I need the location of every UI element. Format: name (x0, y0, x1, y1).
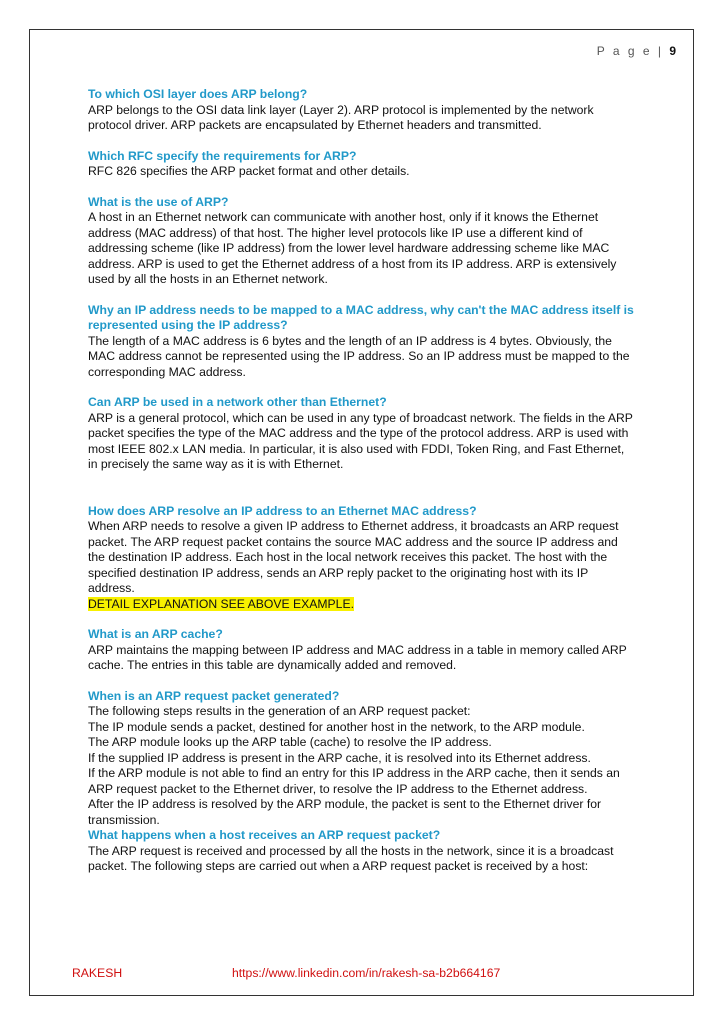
qa-section (88, 504, 636, 613)
answer-text: RFC 826 specifies the ARP packet format and other details. (88, 164, 410, 178)
answer-text: The following steps results in the generation of an ARP request packet: (88, 704, 471, 718)
question-heading: Can ARP be used in a network other than Ethernet? (88, 395, 387, 409)
question-heading: What happens when a host receives an ARP request packet? (88, 828, 441, 842)
question-heading: Which RFC specify the requirements for ARP? (88, 148, 357, 163)
question-heading: What is the use of ARP? (88, 194, 229, 209)
qa-section (88, 195, 636, 288)
qa-section (88, 149, 636, 180)
qa-section (88, 395, 636, 473)
page-number (597, 44, 676, 58)
question-heading: To which OSI layer does ARP belong? (88, 87, 308, 101)
qa-section (88, 828, 636, 875)
answer-text: ARP maintains the mapping between IP address and MAC address in a table in memory called ARP cache. The entries in this table are dynamically added and removed. (88, 642, 627, 672)
question-heading: What is an ARP cache? (88, 627, 223, 641)
answer-text: ARP belongs to the OSI data link layer (Layer 2). ARP protocol is implemented by the network protocol driver. ARP packets are encapsulated by Ethernet headers and transmitted. (88, 102, 594, 132)
qa-section (88, 627, 636, 674)
answer-text: The ARP request is received and processed by all the hosts in the network, since it is a broadcast packet. The following steps are carried out when a ARP request packet is received by a host: (88, 843, 614, 873)
document-body (88, 87, 636, 875)
question-heading: When is an ARP request packet generated? (88, 688, 340, 703)
question-heading: Why an IP address needs to be mapped to a MAC address, why can't the MAC address itself is represented using the IP address? (88, 302, 634, 332)
answer-text: If the ARP module is not able to find an entry for this IP address in the ARP cache, then it sends an ARP request packet to the Ethernet driver, to resolve the IP address to the Ethernet address. (88, 766, 620, 796)
answer-text: After the IP address is resolved by the ARP module, the packet is sent to the Ethernet driver for transmission. (88, 797, 602, 827)
answer-text: A host in an Ethernet network can communicate with another host, only if it knows the Ethernet address (MAC address) of that host. The higher level protocols like IP use a different kind of addressing scheme (like IP address) from the lower level hardware addressing scheme like MAC address. ARP is used to get the Ethernet address of a host from its IP address. ARP is extensively used by all the hosts in an Ethernet network. (88, 210, 617, 286)
answer-text: The ARP module looks up the ARP table (cache) to resolve the IP address. (88, 735, 492, 749)
answer-text: When ARP needs to resolve a given IP address to Ethernet address, it broadcasts an ARP request packet. The ARP request packet contains the source MAC address and the source IP address and the destination IP address. Each host in the local network receives this packet. The host with the specified destination IP address, sends an ARP reply packet to the originating host with its IP address. (88, 519, 619, 595)
qa-section (88, 303, 636, 381)
question-heading: How does ARP resolve an IP address to an Ethernet MAC address? (88, 503, 477, 518)
footer-author: RAKESH (72, 966, 123, 980)
qa-section (88, 87, 636, 134)
answer-text: The length of a MAC address is 6 bytes and the length of an IP address is 4 bytes. Obviously, the MAC address cannot be represented using the IP address. So an IP address must be mapped to the corresponding MAC address. (88, 333, 630, 379)
footer-link[interactable]: https://www.linkedin.com/in/rakesh-sa-b2b664167 (232, 966, 501, 980)
page-number-value: 9 (669, 44, 676, 58)
highlighted-note: DETAIL EXPLANATION SEE ABOVE EXAMPLE. (88, 596, 354, 611)
answer-text: The IP module sends a packet, destined for another host in the network, to the ARP module. (88, 719, 585, 734)
page-label: P a g e | (596, 44, 664, 58)
qa-section (88, 689, 636, 829)
answer-text: ARP is a general protocol, which can be used in any type of broadcast network. The fields in the ARP packet specifies the type of the MAC address and the type of the protocol address. ARP is used with most IEEE 802.x LAN media. In particular, it is also used with FDDI, Token Ring, and Fast Ethernet, in precisely the same way as it is with Ethernet. (88, 410, 633, 471)
answer-text: If the supplied IP address is present in the ARP cache, it is resolved into its Ethernet address. (88, 750, 591, 765)
